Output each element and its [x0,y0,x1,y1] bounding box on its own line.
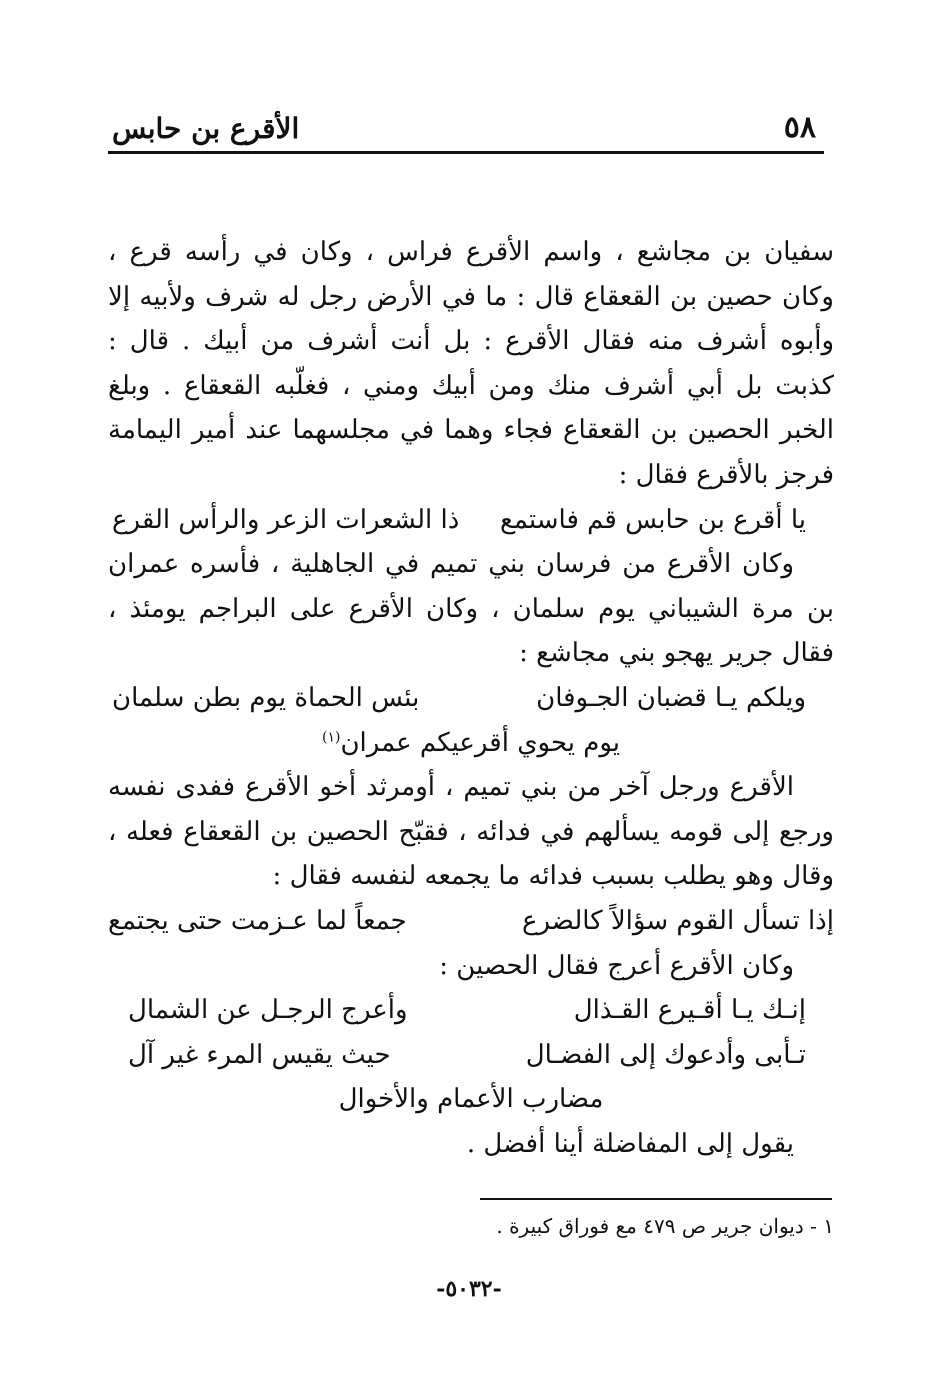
verse-4-first-hemistich: إنـك يـا أقـيرع القـذال [573,995,806,1026]
verse-5-first-hemistich: تـأبى وأدعوك إلى الفضـال [525,1039,806,1070]
verse-2-first-hemistich: ويلكم يـا قضبان الجـوفان [536,682,806,713]
verse-3-second-hemistich: جمعاً لما عـزمت حتى يجتمع [108,905,407,936]
footnote-marker: (١) [321,728,341,745]
folio-number: -٥٠٣٢- [436,1276,502,1302]
main-text [108,230,834,1166]
verse-2-second-hemistich: بئس الحماة يوم بطن سلمان [112,682,420,713]
verse-4 [108,988,834,1033]
verse-3 [108,899,834,944]
footnote-rule [480,1198,832,1200]
paragraph-2: وكان الأقرع من فرسان بني تميم في الجاهلية ، فأسره عمران بن مرة الشيباني يوم سلمان ، وكان الأقرع على البراجم يومئذ ، فقال جرير يهجو بني مجاشع : [108,549,834,669]
verse-5-second-hemistich: حيث يقيس المرء غير آل [128,1039,391,1070]
header-rule [108,151,824,154]
paragraph-3: الأقرع ورجل آخر من بني تميم ، أومرثد أخو الأقرع ففدى نفسه ورجع إلى قومه يسألهم في فدائه ، فقبّح الحصين بن القعقاع فعله ، وقال وهو يطلب بسبب فدائه ما يجمعه لنفسه فقال : [108,772,834,892]
verse-4-second-hemistich: وأعرج الرجـل عن الشمال [128,995,408,1026]
verse-1 [108,498,834,543]
paragraph-5: يقول إلى المفاضلة أينا أفضل . [466,1128,794,1159]
paragraph-4: وكان الأقرع أعرج فقال الحصين : [439,950,794,981]
verse-1-second-hemistich: ذا الشعرات الزعر والرأس القرع [112,504,460,535]
paragraph-1: سفيان بن مجاشع ، واسم الأقرع فراس ، وكان في رأسه قرع ، وكان حصين بن القعقاع قال : ما في الأرض رجل له شرف ولأبيه إلا وأبوه أشرف منه فقال الأقرع : بل أنت أشرف من أبيك . قال : كذبت بل أبي أشرف منك ومن أبيك ومني ، فغلّبه القعقاع . وبلغ الخبر الحصين بن القعقاع فجاء وهما في مجلسهما عند أمير اليمامة فرجز بالأقرع فقال : [108,237,834,490]
verse-2 [108,676,834,721]
page-number: ٥٨ [783,110,816,145]
verse-5 [108,1033,834,1078]
footnote: ١ - ديوان جرير ص ٤٧٩ مع فوراق كبيرة . [496,1214,834,1238]
page-header [108,104,824,152]
running-title: الأقرع بن حابس [112,112,300,145]
verse-3-first-hemistich: إذا تسأل القوم سؤالاً كالضرع [521,905,834,936]
verse-2-third-text: يوم يحوي أقرعيكم عمران [340,727,621,758]
verse-6: مضارب الأعمام والأخوال [338,1084,604,1115]
verse-2-third-hemistich [108,721,834,766]
verse-1-first-hemistich: يا أقرع بن حابس قم فاستمع [500,504,806,535]
